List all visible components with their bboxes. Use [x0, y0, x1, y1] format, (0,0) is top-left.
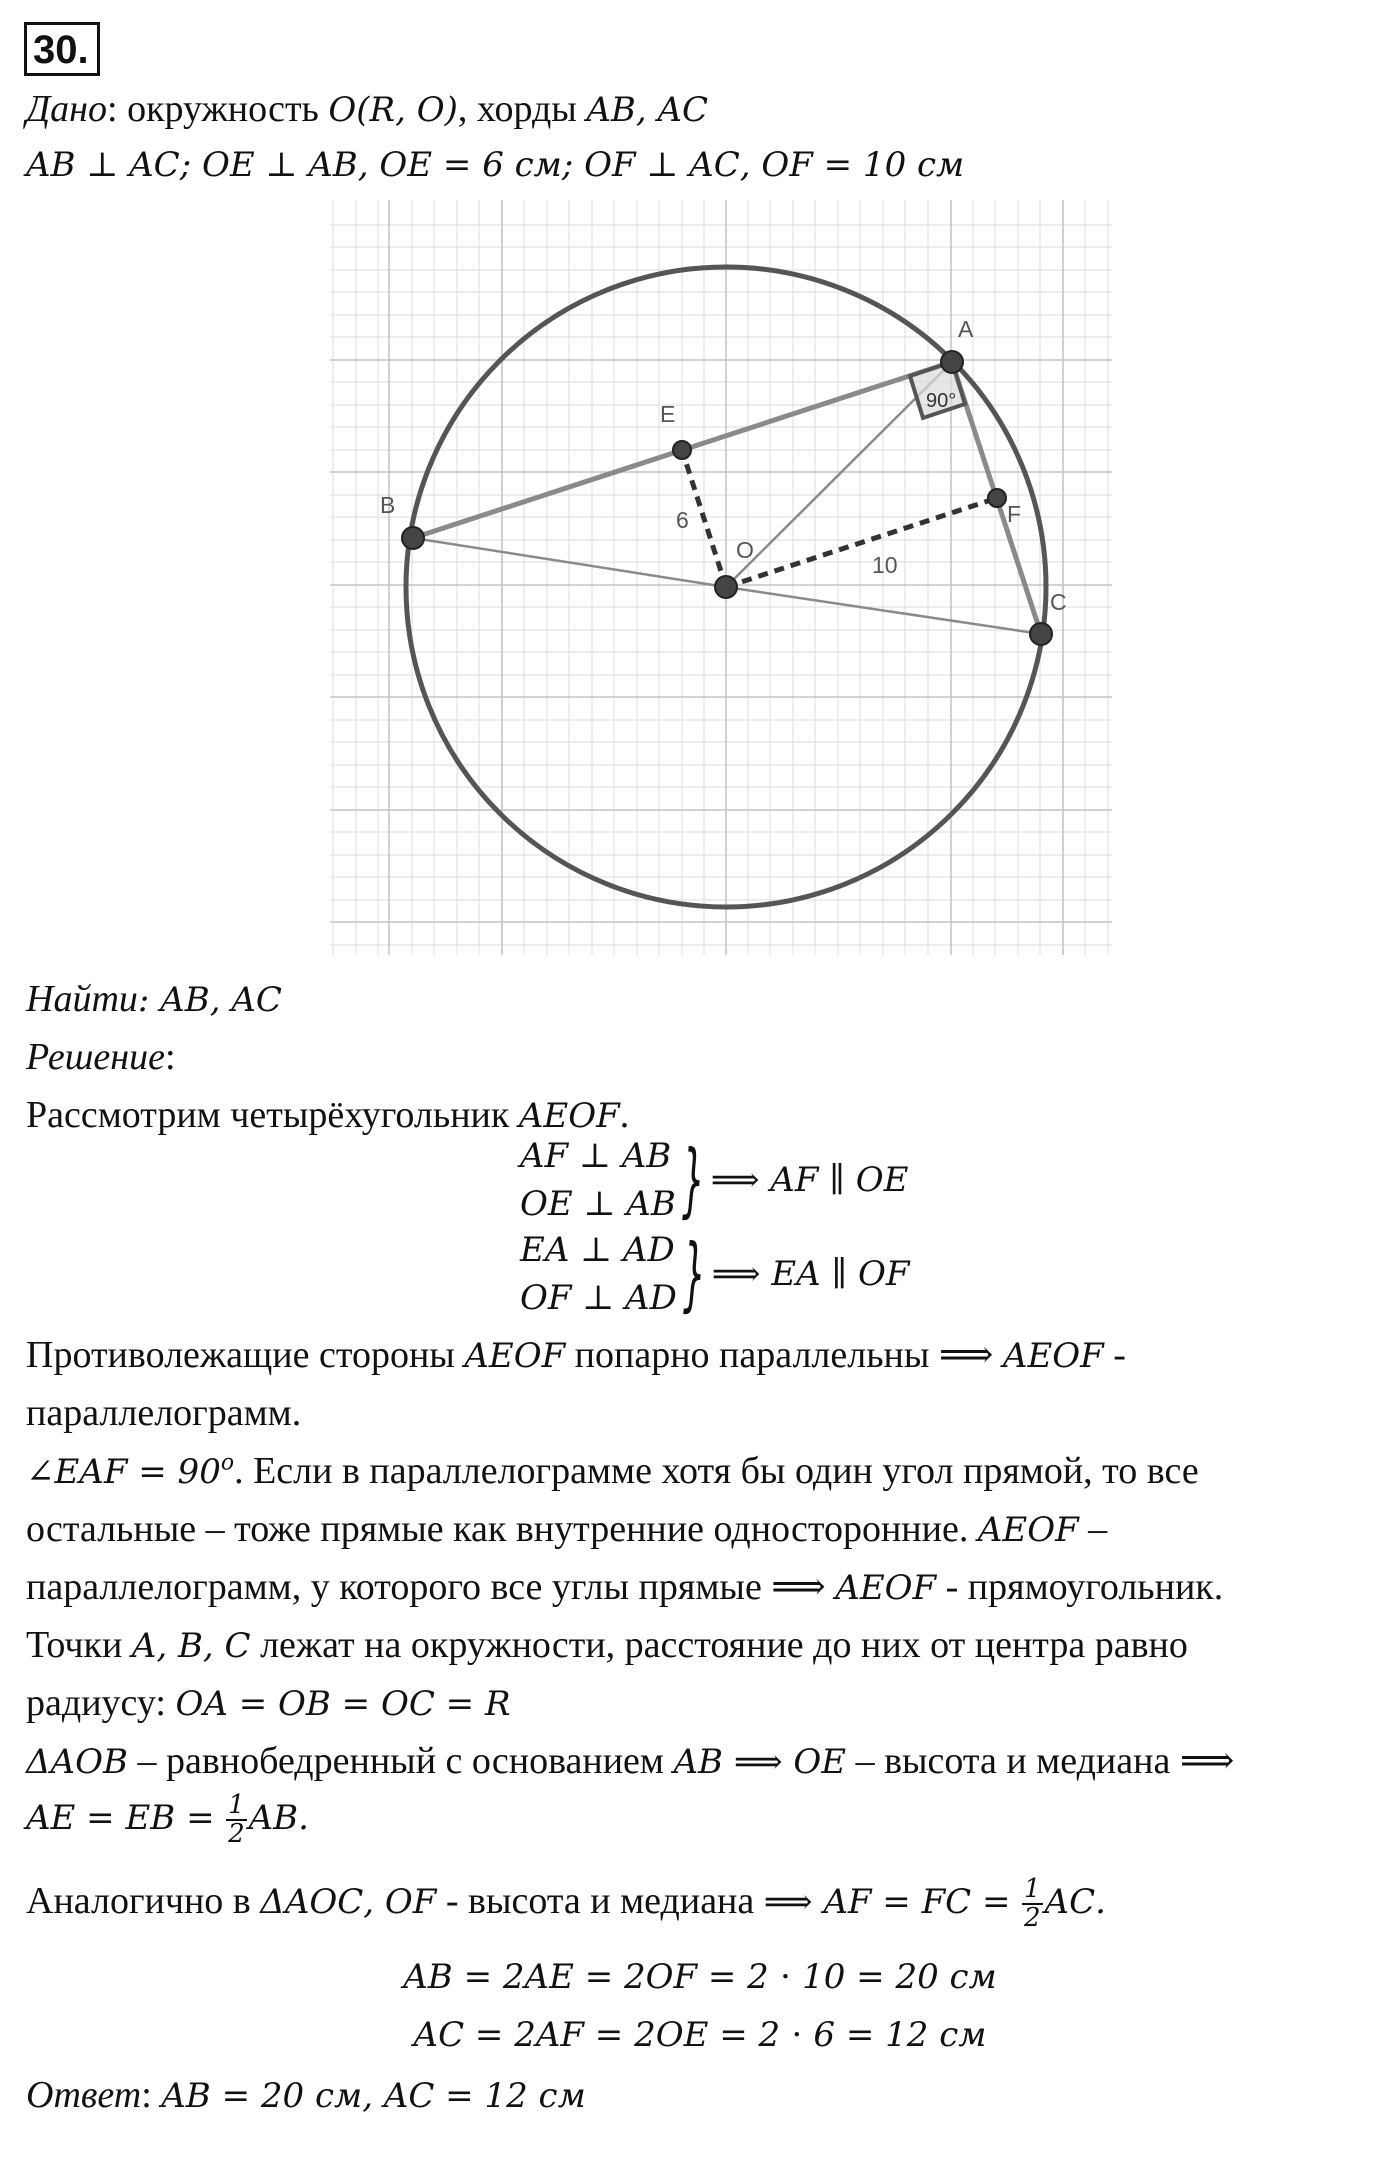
segment-of	[726, 498, 997, 587]
para-4-line-1	[26, 1742, 1234, 1780]
text: - высота и медиана	[436, 1880, 764, 1923]
para-3-line-2	[26, 1684, 511, 1722]
system-1-row-1: 𝐴𝐹 ⊥ 𝐴𝐵	[520, 1136, 672, 1176]
step-1-math: 𝐴𝐸𝑂𝐹	[518, 1096, 620, 1136]
text: попарно параллельны ⟹	[565, 1334, 1003, 1376]
math: ∠𝐸𝐴𝐹 = 90	[26, 1452, 221, 1492]
degree-sup: 𝑜	[220, 1450, 235, 1476]
system-1-row-2: 𝑂𝐸 ⊥ 𝐴𝐵	[520, 1184, 676, 1224]
point-f	[988, 489, 1006, 507]
step-1-end: .	[619, 1094, 630, 1136]
answer-value: 𝐴𝐵 = 20 см, 𝐴𝐶 = 12 см	[161, 2076, 586, 2116]
text: остальные – тоже прямые как внутренние односторонние.	[26, 1508, 978, 1550]
calc-ac: 𝐴𝐶 = 2𝐴𝐹 = 2𝑂𝐸 = 2 ⋅ 6 = 12 см	[413, 2015, 987, 2055]
para-2-line-2	[26, 1510, 1107, 1548]
text: Аналогично в	[26, 1880, 261, 1923]
math: 𝐴𝐸𝑂𝐹	[1002, 1336, 1104, 1376]
text: радиусу:	[26, 1682, 176, 1724]
text: – равнобедренный с основанием	[127, 1740, 674, 1782]
step-1	[26, 1096, 629, 1134]
math: Δ𝐴𝑂𝐶, 𝑂𝐹	[260, 1882, 437, 1923]
text: -	[1103, 1334, 1126, 1376]
label-c: C	[1050, 589, 1067, 615]
label-of-length: 10	[872, 552, 898, 578]
label-e: E	[660, 401, 676, 427]
denominator: 2	[1023, 1903, 1041, 1934]
system-2-result: ⟹ 𝐸𝐴 ∥ 𝑂𝐹	[711, 1254, 910, 1294]
find-text: : 𝐴𝐵, 𝐴𝐶	[137, 980, 282, 1020]
angle-label: 90°	[926, 390, 957, 412]
para-1-line-1	[26, 1336, 1126, 1374]
label-b: B	[380, 492, 396, 518]
text: лежат на окружности, расстояние до них от центра равно	[250, 1624, 1188, 1666]
numerator: 1	[228, 1790, 245, 1820]
answer-line	[26, 2076, 586, 2114]
math: 𝐴𝐶.	[1044, 1882, 1106, 1923]
math: 𝐴𝐵 ⟹ 𝑂𝐸	[673, 1742, 847, 1782]
given-chords: 𝐴𝐵, 𝐴𝐶	[586, 90, 709, 130]
text: . Если в параллелограмме хотя бы один угол прямой, то все	[234, 1450, 1199, 1492]
find-label: Найти	[26, 978, 138, 1020]
text: Противолежащие стороны	[26, 1334, 465, 1376]
given-line	[26, 90, 708, 128]
text: параллелограмм, у которого все углы прямые ⟹	[26, 1566, 836, 1608]
given-conditions: 𝐴𝐵 ⊥ 𝐴𝐶; 𝑂𝐸 ⊥ 𝐴𝐵, 𝑂𝐸 = 6 см; 𝑂𝐹 ⊥ 𝐴𝐶, 𝑂𝐹 = 10 см	[26, 145, 965, 185]
step-1-text: Рассмотрим четырёхугольник	[26, 1094, 519, 1136]
calc-ab: 𝐴𝐵 = 2𝐴𝐸 = 2𝑂𝐹 = 2 ⋅ 10 = 20 см	[403, 1957, 997, 1997]
math: 𝐴𝐵.	[248, 1798, 309, 1839]
para-2-line-1	[26, 1452, 1199, 1490]
para-1-line-2: параллелограмм.	[26, 1392, 302, 1434]
system-2-row-1: 𝐸𝐴 ⊥ 𝐴𝐷	[520, 1230, 675, 1270]
label-oe-length: 6	[676, 507, 689, 533]
solution-heading	[26, 1038, 176, 1076]
para-2-line-3	[26, 1568, 1223, 1606]
math: ⟹ 𝐴𝐹 = 𝐹𝐶 =	[763, 1882, 1011, 1923]
label-a: A	[958, 316, 974, 342]
text: – высота и медиана ⟹	[846, 1740, 1235, 1782]
para-5	[26, 1876, 1106, 1933]
answer-label: Ответ	[26, 2074, 142, 2116]
math: 𝐴𝐸𝑂𝐹	[835, 1568, 937, 1608]
geometry-figure	[330, 196, 1116, 956]
solution-colon: :	[164, 1036, 176, 1078]
point-o	[715, 576, 737, 598]
find-line	[26, 980, 282, 1018]
solution-label: Решение	[26, 1036, 165, 1078]
para-4-line-2	[26, 1792, 309, 1849]
given-circle: 𝑂(𝑅, 𝑂)	[328, 90, 458, 130]
answer-colon: :	[141, 2074, 162, 2116]
label-f: F	[1007, 501, 1022, 527]
system-1	[520, 1132, 908, 1228]
math: 𝐴, 𝐵, 𝐶	[131, 1626, 251, 1666]
math: 𝐴𝐸 = 𝐸𝐵 =	[26, 1798, 215, 1839]
text: Точки	[26, 1624, 132, 1666]
point-b	[402, 527, 424, 549]
math: 𝐴𝐸𝑂𝐹	[977, 1510, 1079, 1550]
problem-number: 30.	[24, 22, 100, 76]
system-2	[520, 1226, 910, 1322]
text: –	[1078, 1508, 1108, 1550]
point-a	[941, 351, 963, 373]
math: 𝑂𝐴 = 𝑂𝐵 = 𝑂𝐶 = 𝑅	[175, 1684, 511, 1724]
system-1-brace: }	[681, 1133, 705, 1226]
point-c	[1030, 623, 1052, 645]
system-2-brace: }	[682, 1227, 706, 1320]
math: 𝐴𝐸𝑂𝐹	[464, 1336, 566, 1376]
given-label: Дано	[26, 88, 108, 130]
para-3-line-1	[26, 1626, 1188, 1664]
fraction-half	[1022, 1876, 1043, 1933]
label-o: O	[736, 537, 754, 563]
system-1-result: ⟹ 𝐴𝐹 ∥ 𝑂𝐸	[710, 1160, 909, 1200]
given-chords-text: , хорды	[457, 88, 587, 130]
numerator: 1	[1023, 1874, 1041, 1904]
denominator: 2	[228, 1819, 245, 1850]
fraction-half	[226, 1792, 247, 1849]
text: - прямоугольник.	[936, 1566, 1224, 1608]
math: Δ𝐴𝑂𝐵	[26, 1742, 128, 1782]
point-e	[673, 441, 691, 459]
given-text: : окружность	[107, 88, 329, 130]
system-2-row-2: 𝑂𝐹 ⊥ 𝐴𝐷	[520, 1278, 677, 1318]
